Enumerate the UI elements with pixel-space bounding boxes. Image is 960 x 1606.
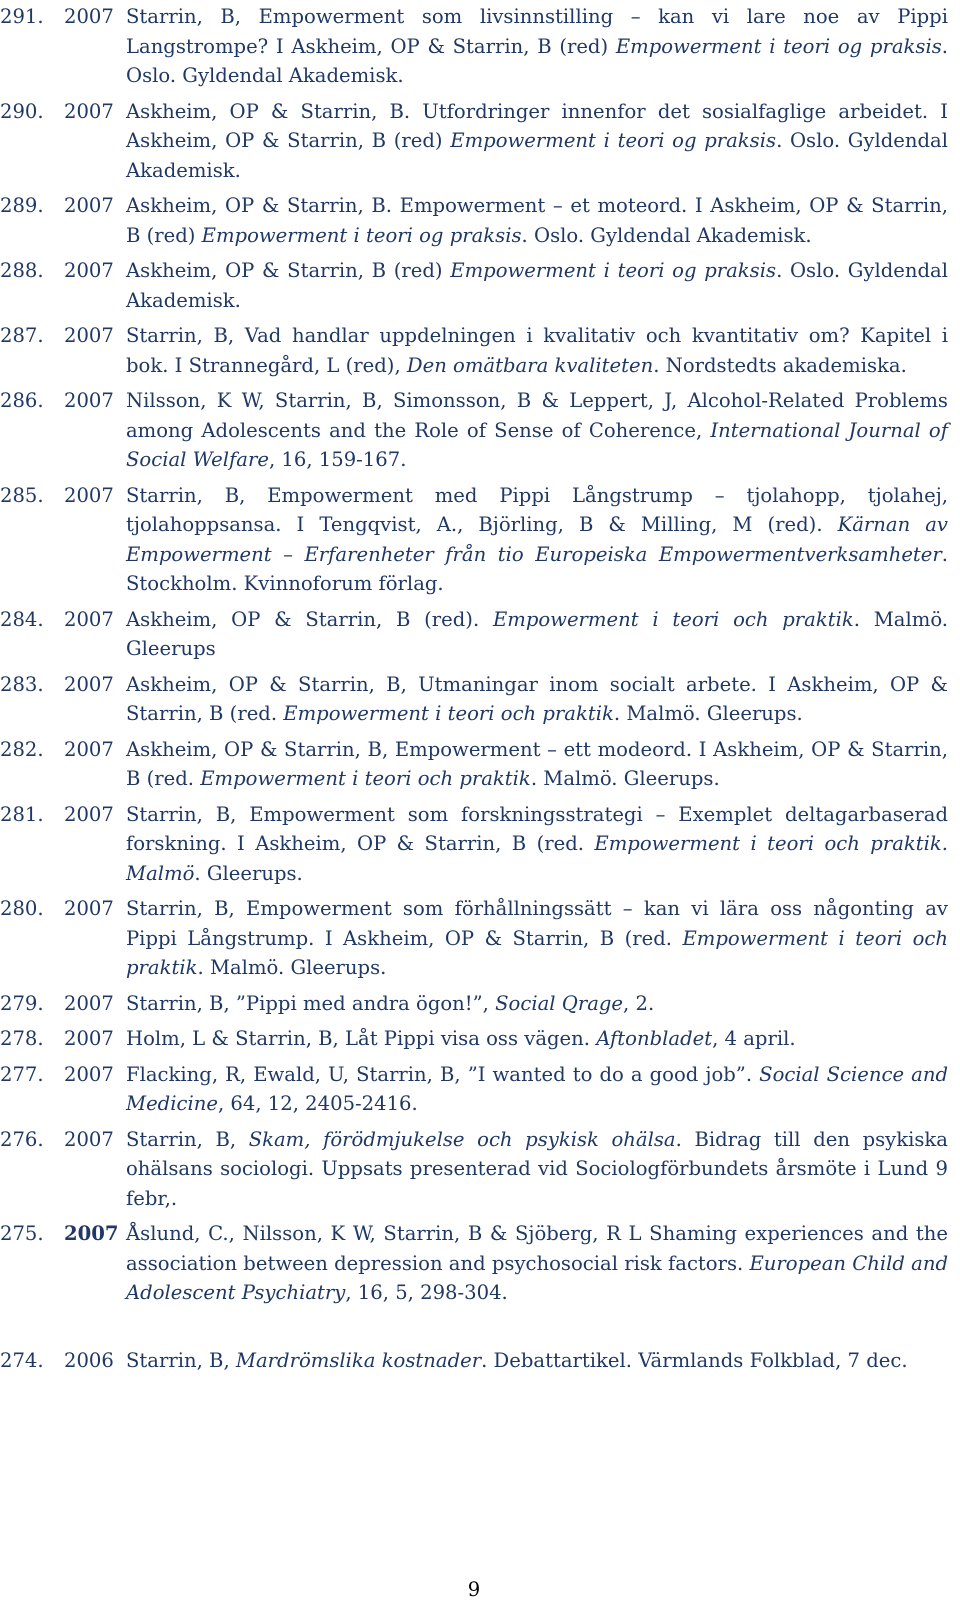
reference-entry [0,191,948,250]
reference-entry [0,1125,948,1214]
reference-year: 2007 [64,607,114,631]
reference-text-segment: . Oslo. Gyldendal Akademisk. [126,259,948,312]
reference-text-segment: Starrin, B, [126,1348,236,1372]
reference-year: 2007 [64,737,114,761]
reference-number: 274. [0,1348,44,1372]
reference-text-segment: . Nordstedts akademiska. [653,353,907,377]
reference-number: 278. [0,1027,44,1050]
reference-text [126,800,948,889]
reference-text-segment: . Gleerups. [194,861,303,885]
reference-entry [0,2,948,91]
reference-title-italic: Kärnan av Empowerment – Erfarenheter från tio Europeiska Empowermentverksamheter [126,513,948,566]
reference-text [126,989,948,1019]
reference-text-segment: Askheim, OP & Starrin, B, Utmaningar inom socialt arbete. I Askheim, OP & Starrin, B (red. [126,672,948,725]
reference-text [126,321,948,380]
reference-year: 2007 [64,1222,119,1245]
reference-title-italic: Mardrömslika kostnader [235,1348,482,1372]
reference-title-italic: Skam, förödmjukelse och psykisk ohälsa [248,1127,676,1151]
reference-entry [0,1060,948,1119]
reference-year: 2007 [64,802,114,826]
reference-text-segment: Starrin, B, [126,1127,249,1151]
reference-entry [0,321,948,380]
reference-text-segment: . Oslo. Gyldendal Akademisk. [521,223,812,247]
reference-title-italic: Empowerment i teori og praksis [615,34,942,58]
reference-number: 282. [0,737,44,761]
reference-text [126,481,948,599]
reference-title-italic: Empowerment i teori og praksis [450,129,777,152]
reference-number: 290. [0,99,44,123]
reference-year: 2007 [64,1062,114,1086]
reference-year: 2007 [64,991,114,1015]
reference-year: 2007 [64,672,114,696]
reference-entry [0,800,948,889]
reference-entry [0,1346,948,1376]
reference-entry [0,894,948,983]
reference-text-segment: , 4 april. [712,1027,796,1050]
reference-title-italic: Empowerment i teori och praktik [492,607,854,631]
reference-entry [0,481,948,599]
reference-text-segment: Flacking, R, Ewald, U, Starrin, B, ”I wanted to do a good job”. [126,1062,760,1086]
reference-text-segment: . Debattartikel. Värmlands Folkblad, 7 dec. [481,1348,908,1372]
reference-text-segment: Holm, L & Starrin, B, Låt Pippi visa oss vägen. [126,1027,597,1050]
reference-number: 284. [0,607,44,631]
reference-number: 285. [0,483,44,507]
reference-text-segment: . Malmö. Gleerups. [613,702,803,725]
reference-entry [0,989,948,1019]
reference-title-italic: Empowerment i teori og praksis [450,259,777,282]
reference-year: 2007 [64,1127,114,1151]
reference-number: 281. [0,802,44,826]
reference-entry [0,256,948,315]
reference-text-segment: Askheim, OP & Starrin, B (red). [126,607,493,631]
reference-text-segment: . Malmö. Gleerups [126,607,948,660]
reference-text-segment: Starrin, B, Empowerment som livsinnstilling – kan vi lare noe av Pippi Langstrompe? I Askheim, OP & Starrin, B (red) [126,5,948,58]
reference-entry [0,1024,948,1054]
reference-year: 2007 [64,483,114,507]
reference-number: 277. [0,1062,44,1086]
reference-text-segment: , 2. [623,991,655,1015]
reference-text-segment: Askheim, OP & Starrin, B. Utfordringer innenfor det sosialfaglige arbeidet. I Askheim, OP & Starrin, B (red) [126,99,948,152]
reference-text [126,1219,948,1308]
reference-text [126,191,948,250]
reference-text-segment: Starrin, B, Vad handlar uppdelningen i kvalitativ och kvantitativ om? Kapitel i bok. I Strannegård, L (red), [126,324,948,377]
reference-text [126,1060,948,1119]
reference-text [126,97,948,186]
reference-title-italic: Empowerment i teori och praktik [126,926,948,979]
page-number: 9 [467,1578,481,1601]
reference-text-segment: Nilsson, K W, Starrin, B, Simonsson, B & Leppert, J, Alcohol-Related Problems among Adolescents and the Role of Sense of Coherence, [126,389,948,442]
reference-text-segment: Askheim, OP & Starrin, B. Empowerment – et moteord. I Askheim, OP & Starrin, B (red) [126,194,948,247]
reference-text [126,605,948,664]
reference-text-segment: Starrin, B, ”Pippi med andra ögon!”, [126,991,496,1015]
reference-entry [0,386,948,475]
reference-number: 283. [0,672,44,696]
reference-title-italic: International Journal of Social Welfare [126,418,948,471]
reference-number: 275. [0,1222,44,1245]
reference-text [126,894,948,983]
reference-text-segment: , 16, 5, 298-304. [345,1281,508,1304]
reference-text [126,1024,948,1054]
reference-number: 289. [0,194,44,217]
reference-title-italic: Empowerment i teori och praktik [283,702,614,725]
reference-text-segment: . Stockholm. Kvinnoforum förlag. [126,542,948,595]
reference-text-segment: . Oslo. Gyldendal Akademisk. [126,34,948,87]
reference-title-italic: Empowerment i teori och praktik. Malmö [126,832,949,885]
reference-year: 2006 [64,1348,114,1372]
reference-text-segment: . Malmö. Gleerups. [530,767,720,790]
reference-year: 2007 [64,1027,114,1050]
reference-entry [0,605,948,664]
reference-number: 287. [0,324,44,347]
reference-text-segment: Starrin, B, Empowerment med Pippi Långstrump – tjolahopp, tjolahej, tjolahoppsansa. I Tengqvist, A., Björling, B & Milling, M (red). [126,483,948,536]
reference-title-italic: Social Science and Medicine [126,1062,948,1115]
reference-title-italic: Aftonbladet [596,1027,713,1050]
reference-text-segment: , 16, 159-167. [268,448,407,471]
reference-number: 288. [0,259,44,282]
reference-year: 2007 [64,324,114,347]
reference-title-italic: Empowerment i teori og praksis [201,223,522,247]
reference-number: 279. [0,991,44,1015]
reference-text [126,1346,948,1376]
reference-title-italic: Social Qrage [495,991,624,1015]
reference-year: 2007 [64,389,114,412]
reference-list [0,2,948,1381]
reference-year: 2007 [64,897,114,920]
reference-number: 286. [0,389,44,412]
reference-text-segment: . Malmö. Gleerups. [197,956,387,979]
reference-entry [0,735,948,794]
reference-entry [0,670,948,729]
reference-number: 276. [0,1127,44,1151]
reference-text-segment: Askheim, OP & Starrin, B, Empowerment – ett modeord. I Askheim, OP & Starrin, B (red. [126,737,948,790]
reference-title-italic: Empowerment i teori och praktik [200,767,531,790]
reference-text-segment: . Oslo. Gyldendal Akademisk. [126,129,948,182]
reference-year: 2007 [64,5,114,28]
reference-text-segment: Starrin, B, Empowerment som forskningsstrategi – Exemplet deltagarbaserad forskning. I Askheim, OP & Starrin, B (red. [126,802,948,855]
reference-text [126,256,948,315]
reference-text-segment: , 64, 12, 2405-2416. [217,1092,418,1115]
reference-entry [0,97,948,186]
reference-text [126,386,948,475]
reference-text [126,2,948,91]
reference-text-segment: Åslund, C., Nilsson, K W, Starrin, B & Sjöberg, R L Shaming experiences and the association between depression and psychosocial risk factors. [126,1222,948,1275]
reference-text [126,1125,948,1214]
reference-text-segment: Askheim, OP & Starrin, B (red) [126,259,451,282]
reference-text [126,735,948,794]
reference-title-italic: Den omätbara kvaliteten [406,353,654,377]
reference-number: 291. [0,5,44,28]
reference-year: 2007 [64,259,114,282]
reference-year: 2007 [64,99,114,123]
reference-text-segment: . Bidrag till den psykiska ohälsans sociologi. Uppsats presenterad vid Sociologförbundets årsmöte i Lund 9 febr,. [126,1127,948,1210]
reference-entry [0,1219,948,1308]
reference-title-italic: European Child and Adolescent Psychiatry [126,1251,949,1304]
reference-text [126,670,948,729]
reference-text-segment: Starrin, B, Empowerment som förhållningssätt – kan vi lära oss någonting av Pippi Långstrump. I Askheim, OP & Starrin, B (red. [126,897,948,950]
reference-year: 2007 [64,194,114,217]
reference-number: 280. [0,897,44,920]
